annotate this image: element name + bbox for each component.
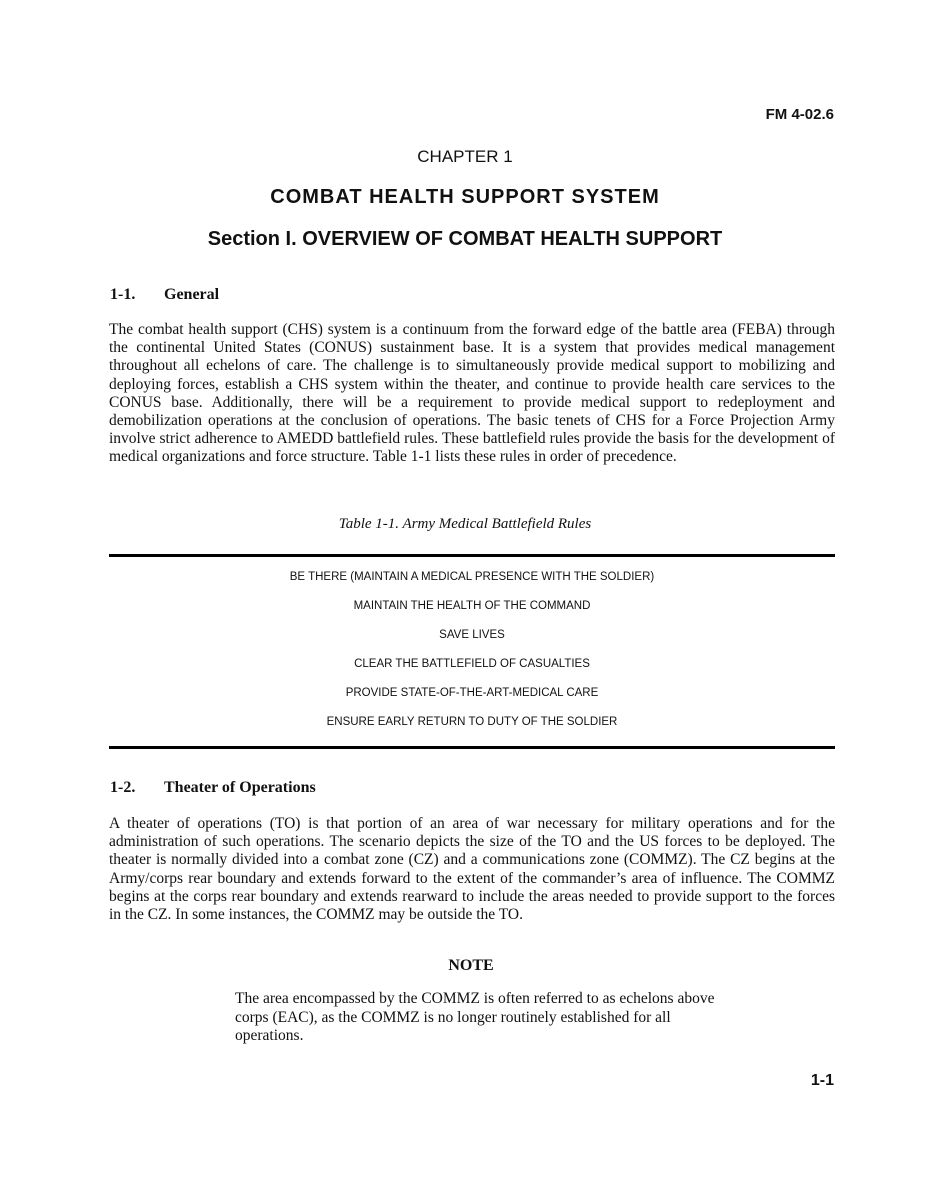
chapter-label: CHAPTER 1	[417, 147, 513, 166]
table-top-rule	[109, 554, 835, 557]
table-row: MAINTAIN THE HEALTH OF THE COMMAND	[353, 600, 591, 612]
battlefield-rules-table	[109, 568, 835, 742]
paragraph-heading-general	[110, 286, 219, 304]
table-row: CLEAR THE BATTLEFIELD OF CASUALTIES	[354, 658, 590, 670]
table-row: ENSURE EARLY RETURN TO DUTY OF THE SOLDIER	[326, 716, 618, 728]
table-caption: Table 1-1. Army Medical Battlefield Rules	[338, 516, 592, 532]
page-number: 1-1	[810, 1072, 834, 1089]
table-bottom-rule	[109, 746, 835, 749]
paragraph-body-theater: A theater of operations (TO) is that portion of an area of war necessary for military operations and for the administration of such operations. The scenario depicts the size of the TO and the US forces to be deployed. The theater is normally divided into a combat zone (CZ) and a communications zone (COMMZ). The CZ begins at the Army/corps rear boundary and extends forward to the extent of the commander’s area of influence. The COMMZ begins at the corps rear boundary and extends rearward to include the areas needed to provide support to the forces in the CZ. In some instances, the COMMZ may be outside the TO.	[109, 815, 835, 924]
note-title: NOTE	[448, 957, 494, 974]
section-title: Section I. OVERVIEW OF COMBAT HEALTH SUPPORT	[207, 228, 723, 250]
table-row: SAVE LIVES	[439, 629, 505, 641]
paragraph-title: Theater of Operations	[164, 779, 316, 796]
paragraph-title: General	[164, 286, 220, 303]
paragraph-heading-theater	[110, 779, 316, 797]
paragraph-body-general: The combat health support (CHS) system is a continuum from the forward edge of the battle area (FEBA) through the continental United States (CONUS) sustainment base. It is a system that provides medical management throughout all echelons of care. The challenge is to simultaneously provide medical support to mobilizing and deploying forces, establish a CHS system within the theater, and continue to provide health care services to the CONUS base. Additionally, there will be a requirement to provide medical support to redeployment and demobilization operations at the conclusion of operations. The basic tenets of CHS for a Force Projection Army involve strict adherence to AMEDD battlefield rules. These battlefield rules provide the basis for the development of medical organizations and force structure. Table 1-1 lists these rules in order of precedence.	[109, 321, 835, 466]
document-id: FM 4-02.6	[765, 106, 834, 123]
table-row: PROVIDE STATE-OF-THE-ART-MEDICAL CARE	[345, 687, 599, 699]
note-body: The area encompassed by the COMMZ is often referred to as echelons above corps (EAC), as the COMMZ is no longer routinely established for all operations.	[235, 990, 715, 1044]
paragraph-number: 1-2.	[110, 779, 136, 796]
table-row: BE THERE (MAINTAIN A MEDICAL PRESENCE WITH THE SOLDIER)	[289, 571, 655, 583]
paragraph-number: 1-1.	[110, 286, 136, 303]
chapter-title: COMBAT HEALTH SUPPORT SYSTEM	[270, 186, 660, 208]
